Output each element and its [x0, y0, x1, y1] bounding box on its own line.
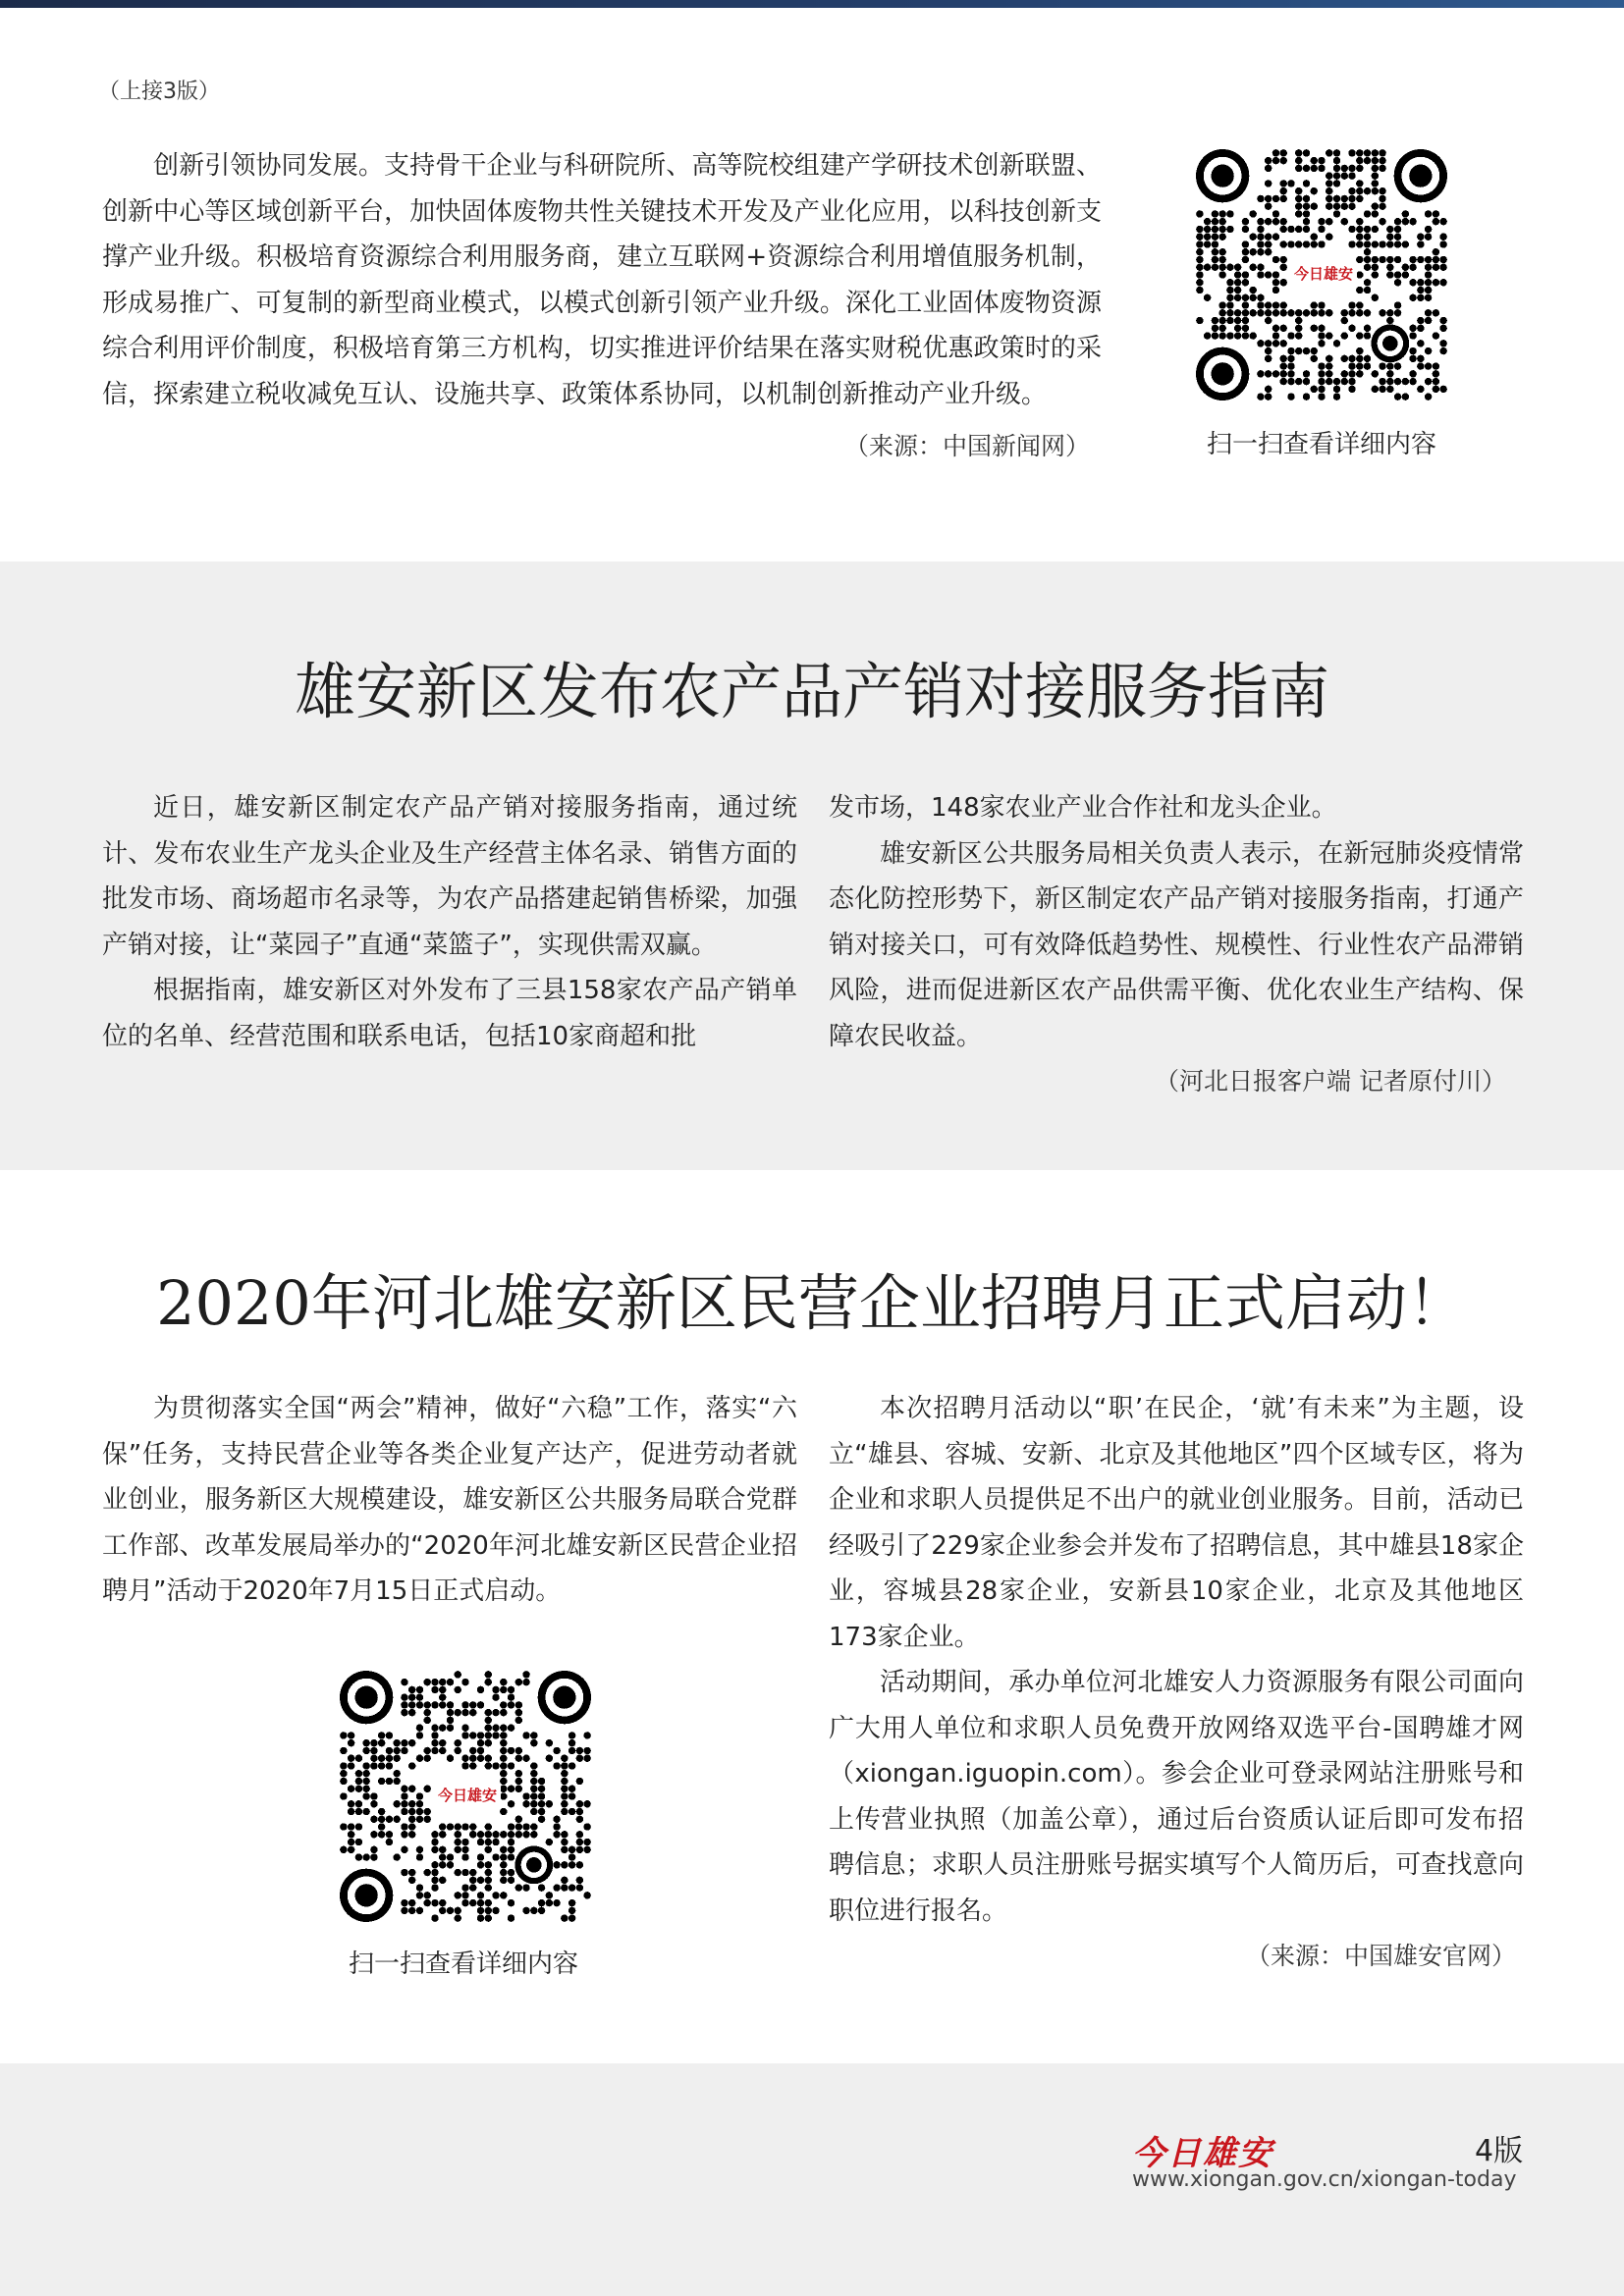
- qr-caption: 扫一扫查看详细内容: [348, 1949, 578, 1979]
- recruit-paragraph-2: 本次招聘月活动以“职’在民企，‘就’有未来”为主题，设立“雄县、容城、安新、北京及其他地区”四个区域专区，将为企业和求职人员提供足不出户的就业创业服务。目前，活动已经吸引了229家企业参会并发布了招聘信息，其中雄县18家企业，容城县28家企业，安新县10家企业，北京及其他地区173家企业。: [829, 1394, 1524, 1652]
- agri-left-column: [102, 785, 797, 1059]
- recruit-left-column: [102, 1386, 797, 1615]
- section1-source: （来源：中国新闻网）: [843, 432, 1090, 460]
- section1-paragraph: 创新引领协同发展。支持骨干企业与科研院所、高等院校组建产学研技术创新联盟、创新中心等区域创新平台，加快固体废物共性关键技术开发及产业化应用，以科技创新支撑产业升级。积极培育资源综合利用服务商，建立互联网+资源综合利用增值服务机制，形成易推广、可复制的新型商业模式，以模式创新引领产业升级。深化工业固体废物资源综合利用评价制度，积极培育第三方机构，切实推进评价结果在落实财税优惠政策时的采信，探索建立税收减免互认、设施共享、政策体系协同，以机制创新推动产业升级。: [102, 151, 1102, 409]
- section1-source-wrap: [102, 424, 1090, 469]
- top-border: [0, 0, 1624, 8]
- recruit-paragraph-3: 活动期间，承办单位河北雄安人力资源服务有限公司面向广大用人单位和求职人员免费开放网络双选平台-国聘雄才网（xiongan.iguopin.com）。参会企业可登录网站注册账号和上传营业执照（加盖公章），通过后台资质认证后即可发布招聘信息；求职人员注册账号据实填写个人简历后，可查找意向职位进行报名。: [829, 1668, 1524, 1926]
- agri-paragraph-4: 雄安新区公共服务局相关负责人表示，在新冠肺炎疫情常态化防控形势下，新区制定农产品产销对接服务指南，打通产销对接关口，可有效降低趋势性、规模性、行业性农产品滞销风险，进而促进新区农产品供需平衡、优化农业生产结构、保障农民收益。: [829, 838, 1524, 1051]
- recruit-source: （来源：中国雄安官网）: [1245, 1942, 1516, 1970]
- qr-logo: 今日雄安: [434, 1781, 501, 1810]
- qr-code[interactable]: [340, 1671, 591, 1922]
- agri-paragraph-2: 根据指南，雄安新区对外发布了三县158家农产品产销单位的名单、经营范围和联系电话，包括10家商超和批: [102, 976, 797, 1051]
- section1-body: [102, 143, 1102, 417]
- recruit-right-column: [829, 1386, 1524, 1979]
- footer-brand-logo: 今日雄安: [1132, 2134, 1273, 2173]
- article-title-agri: 雄安新区发布农产品产销对接服务指南: [294, 656, 1329, 727]
- continuation-note: （上接3版）: [98, 80, 220, 104]
- agri-paragraph-1: 近日，雄安新区制定农产品产销对接服务指南，通过统计、发布农业生产龙头企业及生产经营主体名录、销售方面的批发市场、商场超市名录等，为农产品搭建起销售桥梁，加强产销对接，让“菜园子”直通“菜篮子”，实现供需双赢。: [102, 793, 797, 960]
- article-title-recruit: 2020年河北雄安新区民营企业招聘月正式启动！: [156, 1267, 1468, 1339]
- qr-logo: 今日雄安: [1290, 259, 1357, 289]
- agri-right-column: [829, 785, 1524, 1104]
- page-number: 4版: [1475, 2134, 1524, 2168]
- footer-url[interactable]: www.xiongan.gov.cn/xiongan-today: [1132, 2167, 1517, 2192]
- agri-paragraph-3: 发市场，148家农业产业合作社和龙头企业。: [829, 793, 1337, 823]
- qr-caption: 扫一扫查看详细内容: [1206, 430, 1436, 459]
- recruit-paragraph-1: 为贯彻落实全国“两会”精神，做好“六稳”工作，落实“六保”任务，支持民营企业等各类企业复产达产，促进劳动者就业创业，服务新区大规模建设，雄安新区公共服务局联合党群工作部、改革发展局举办的“2020年河北雄安新区民营企业招聘月”活动于2020年7月15日正式启动。: [102, 1394, 797, 1606]
- agri-source: （河北日报客户端 记者原付川）: [1155, 1067, 1506, 1095]
- qr-code[interactable]: [1196, 149, 1447, 400]
